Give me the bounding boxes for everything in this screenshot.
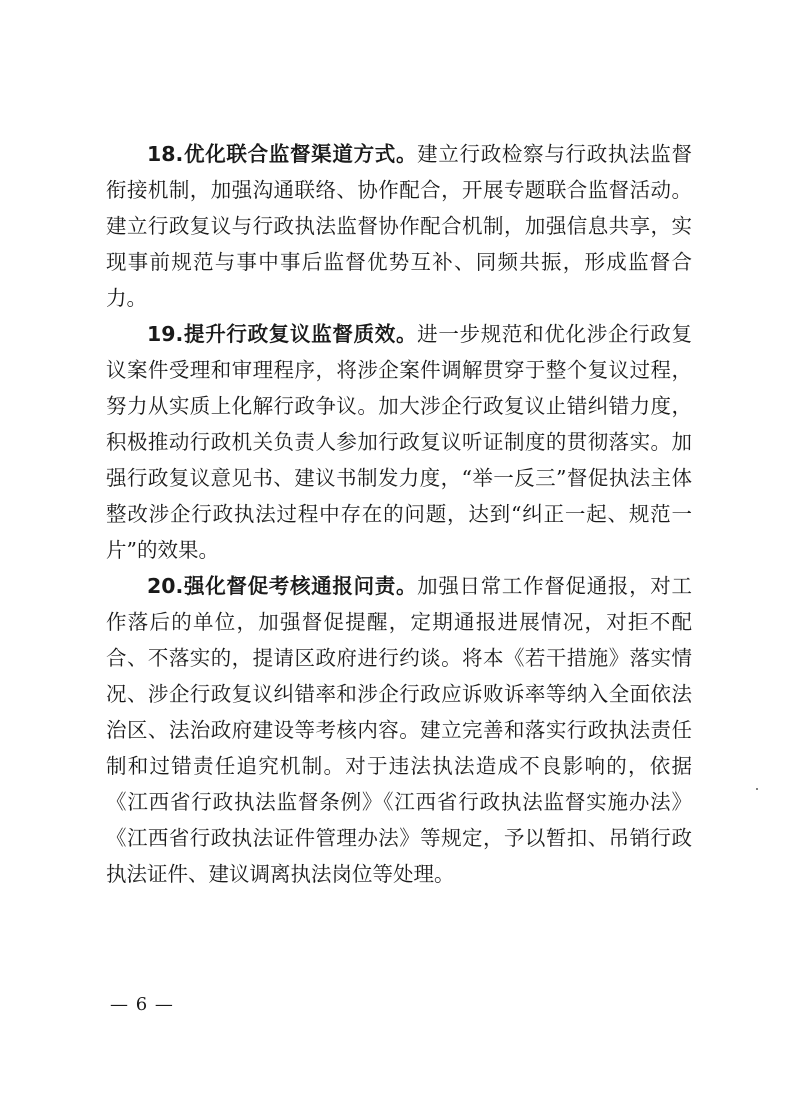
scan-speck	[756, 788, 758, 790]
paragraph-20	[106, 568, 692, 892]
paragraph-19-text: 进一步规范和优化涉企行政复议案件受理和审理程序，将涉企案件调解贯穿于整个复议过程，努力从实质上化解行政争议。加大涉企行政复议止错纠错力度，积极推动行政机关负责人参加行政复议听证制度的贯彻落实。加强行政复议意见书、建议书制发力度，“举一反三”督促执法主体整改涉企行政执法过程中存在的问题，达到“纠正一起、规范一片”的效果。	[106, 322, 692, 562]
paragraph-20-text: 加强日常工作督促通报，对工作落后的单位，加强督促提醒，定期通报进展情况，对拒不配合、不落实的，提请区政府进行约谈。将本《若干措施》落实情况、涉企行政复议纠错率和涉企行政应诉败诉率等纳入全面依法治区、法治政府建设等考核内容。建立完善和落实行政执法责任制和过错责任追究机制。对于违法执法造成不良影响的，依据《江西省行政执法监督条例》《江西省行政执法监督实施办法》《江西省行政执法证件管理办法》等规定，予以暂扣、吊销行政执法证件、建议调离执法岗位等处理。	[106, 574, 692, 886]
paragraph-19-title: 19.提升行政复议监督质效。	[147, 322, 418, 346]
paragraph-19	[106, 316, 692, 568]
paragraph-18-title: 18.优化联合监督渠道方式。	[147, 142, 418, 166]
page-number: — 6 —	[110, 994, 174, 1015]
paragraph-18	[106, 136, 692, 316]
paragraph-20-title: 20.强化督促考核通报问责。	[147, 574, 418, 598]
body-text	[106, 136, 692, 892]
paragraph-18-text: 建立行政检察与行政执法监督衔接机制，加强沟通联络、协作配合，开展专题联合监督活动。建立行政复议与行政执法监督协作配合机制，加强信息共享，实现事前规范与事中事后监督优势互补、同频共振，形成监督合力。	[106, 142, 692, 310]
